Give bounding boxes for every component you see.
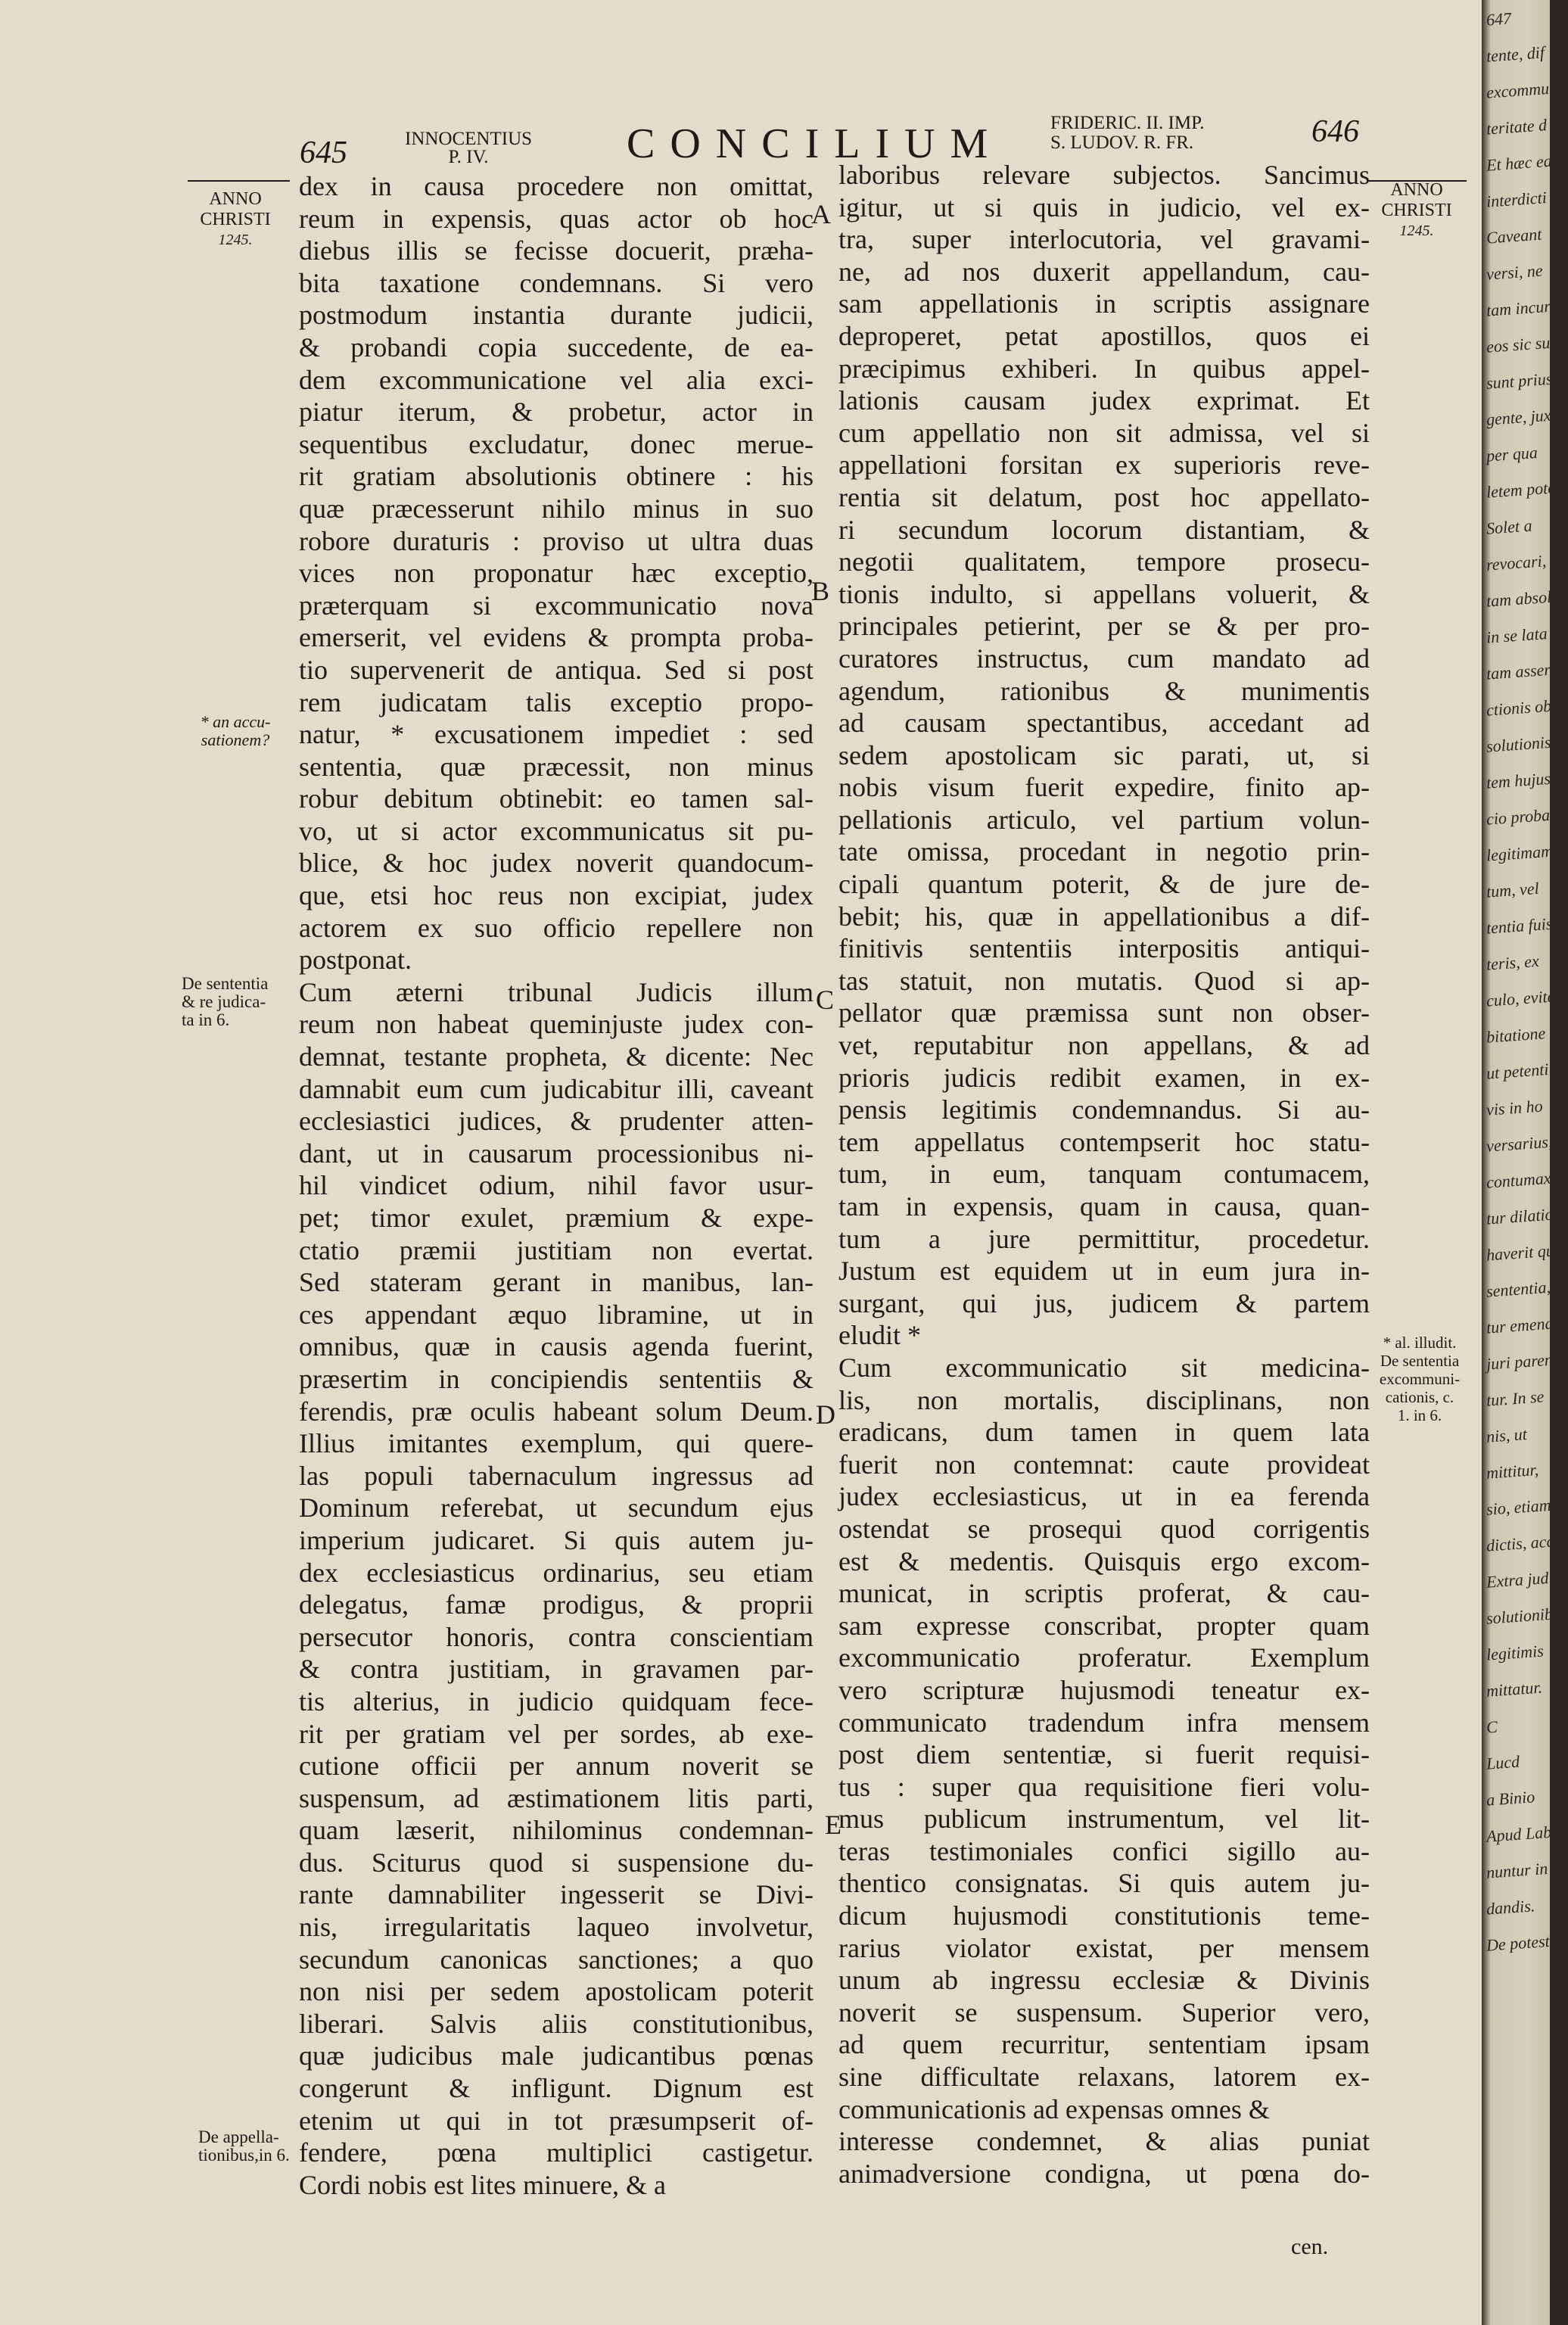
- text-line: tam in expensis, quam in causa, quan-: [838, 1191, 1370, 1222]
- facing-page-fragment: contumax: [1486, 1168, 1552, 1192]
- margin-line: ANNO: [1390, 180, 1443, 200]
- page-number-right: 646: [1311, 114, 1359, 149]
- facing-page-fragment: legitimis: [1486, 1641, 1545, 1664]
- margin-line: & re judica-: [182, 992, 266, 1011]
- facing-page-fragment: solutionis: [1486, 732, 1552, 756]
- text-line: pellationis articulo, vel partium volun-: [838, 804, 1370, 835]
- text-line: Cum excommunicatio sit medicina-: [838, 1352, 1370, 1383]
- text-line: deproperet, petat apostillos, quos ei: [838, 320, 1370, 351]
- facing-page-fragment: tur dilatio: [1486, 1204, 1554, 1228]
- text-line: teras testimoniales confici sigillo au-: [838, 1835, 1370, 1866]
- catchword: cen.: [1291, 2234, 1329, 2259]
- text-line: ri secundum locorum distantiam, &: [838, 514, 1370, 545]
- text-line: diebus illis se fecisse docuerit, præha-: [299, 235, 814, 266]
- text-line: eludit *: [838, 1320, 921, 1351]
- margin-line: sationem?: [201, 730, 270, 749]
- text-line: sine difficultate relaxans, latorem ex-: [838, 2062, 1370, 2093]
- text-line: que, etsi hoc reus non excipiat, judex: [299, 880, 814, 911]
- text-line: vero scripturæ hujusmodi teneatur ex-: [838, 1674, 1370, 1705]
- facing-page-fragment: sunt prius: [1486, 369, 1554, 393]
- text-line: Cordi nobis est lites minuere, & a: [299, 2169, 666, 2200]
- margin-line: excommuni-: [1379, 1370, 1461, 1388]
- text-line: rit per gratiam vel per sordes, ab exe-: [299, 1718, 814, 1749]
- text-line: postponat.: [299, 945, 412, 976]
- text-line: rit gratiam absolutionis obtinere : his: [299, 461, 814, 492]
- text-line: fendere, pœna multiplici castigetur.: [299, 2137, 814, 2168]
- text-line: tate omissa, procedant in negotio prin-: [838, 836, 1370, 867]
- text-line: robur debitum obtinebit: eo tamen sal-: [299, 783, 814, 814]
- text-line: quæ præcesserunt nihilo minus in suo: [299, 493, 814, 524]
- facing-page-fragment: haverit qu: [1486, 1240, 1555, 1265]
- text-line: vices non proponatur hæc exceptio,: [299, 558, 814, 589]
- running-head-right-line: S. LUDOV. R. FR.: [1050, 132, 1194, 153]
- margin-line: CHRISTI: [1381, 201, 1452, 220]
- facing-page-fragment: mittitur,: [1486, 1459, 1539, 1483]
- running-head-left: [405, 130, 532, 167]
- margin-line: De sententia: [182, 974, 269, 993]
- running-title: CONCILIUM: [627, 120, 1003, 167]
- facing-page-fragment: cio probat: [1486, 805, 1555, 829]
- facing-page-fragment: tum, vel: [1486, 878, 1540, 901]
- text-line: bebit; his, quæ in appellationibus a dif-: [838, 901, 1370, 932]
- section-letter-e: E: [825, 1810, 842, 1840]
- text-line: ne, ad nos duxerit appellandum, cau-: [838, 256, 1370, 287]
- section-letter-a: A: [811, 199, 831, 229]
- text-line: dex ecclesiasticus ordinarius, seu etiam: [299, 1557, 814, 1588]
- text-line: Illius imitantes exemplum, qui quere-: [299, 1428, 814, 1459]
- facing-page-fragment: dictis, acc: [1486, 1531, 1554, 1555]
- text-line: animadversione condigna, ut pœna do-: [838, 2158, 1370, 2189]
- facing-page-fragment: tur emend: [1486, 1313, 1554, 1337]
- text-line: appellationi forsitan ex superioris reve-: [838, 450, 1370, 481]
- text-line: interesse condemnet, & alias puniat: [838, 2126, 1370, 2157]
- section-letter-c: C: [816, 985, 835, 1015]
- page-number-left: 645: [300, 135, 347, 170]
- text-line: cum appellatio non sit admissa, vel si: [838, 417, 1370, 448]
- margin-line: ta in 6.: [182, 1010, 230, 1029]
- text-line: sedem apostolicam sic parati, ut, si: [838, 739, 1370, 770]
- text-line: ad quem recurritur, sententiam ipsam: [838, 2029, 1370, 2060]
- text-line: Cum æterni tribunal Judicis illum: [299, 976, 814, 1007]
- text-line: liberari. Salvis aliis constitutionibus,: [299, 2008, 814, 2039]
- facing-page-fragment: Solet a: [1486, 515, 1533, 538]
- text-line: eradicans, dum tamen in quem lata: [838, 1417, 1370, 1448]
- margin-line: tionibus,in 6.: [198, 2146, 290, 2165]
- text-line: fuerit non contemnat: caute provideat: [838, 1449, 1370, 1480]
- text-line: hil vindicet odium, nihil favor usur-: [299, 1170, 814, 1201]
- facing-page-fragment: De potesta: [1486, 1931, 1559, 1955]
- facing-page-fragment: tem hujus: [1486, 768, 1551, 792]
- text-line: Dominum referebat, ut secundum ejus: [299, 1492, 814, 1524]
- facing-page-fragment: Lucd: [1486, 1751, 1520, 1773]
- margin-line: cationis, c.: [1385, 1388, 1454, 1406]
- text-line: robore duraturis : proviso ut ultra duas: [299, 525, 814, 556]
- text-line: delegatus, famæ prodigus, & proprii: [299, 1589, 814, 1620]
- facing-page-fragment: per qua: [1486, 443, 1538, 465]
- facing-page-fragment: C: [1486, 1717, 1498, 1737]
- text-line: etenim ut qui in tot præsumpserit of-: [299, 2105, 814, 2136]
- text-line: bita taxatione condemnans. Si vero: [299, 267, 814, 298]
- text-line: post diem sententiæ, si fuerit requisi-: [838, 1739, 1370, 1770]
- text-line: communicationis ad expensas omnes &: [838, 2093, 1270, 2124]
- text-line: tem appellatus contempserit hoc statu-: [838, 1126, 1370, 1157]
- text-line: tas statuit, non mutatis. Quod si ap-: [838, 965, 1370, 996]
- facing-page-fragment: interdicti: [1486, 188, 1548, 211]
- facing-page-fragment: versarius,: [1486, 1131, 1554, 1156]
- facing-page-fragment: tam asser: [1486, 659, 1551, 683]
- facing-page-fragment: Apud Labbe: [1486, 1821, 1568, 1846]
- text-line: est & medentis. Quisquis ergo excom-: [838, 1545, 1370, 1576]
- facing-page-fragment: juri paren: [1486, 1349, 1554, 1374]
- text-line: ferendis, præ oculis habeant solum Deum.: [299, 1396, 814, 1427]
- text-line: rarius violator existat, per mensem: [838, 1932, 1370, 1963]
- facing-page-fragment: vis in ho: [1486, 1096, 1544, 1119]
- text-line: tio supervenerit de antiqua. Sed si post: [299, 654, 814, 685]
- text-line: lis, non mortalis, disciplinans, non: [838, 1384, 1370, 1415]
- facing-page-fragment: sententia,: [1486, 1277, 1551, 1301]
- margin-rule-left: [188, 180, 290, 182]
- facing-page-fragment: ctionis ob: [1486, 696, 1552, 720]
- text-line: rentia sit delatum, post hoc appellato-: [838, 481, 1370, 512]
- text-line: suspensum, ad æstimationem litis parti,: [299, 1782, 814, 1813]
- text-line: rante damnabiliter ingesserit se Divi-: [299, 1879, 814, 1910]
- text-line: nobis visum fuerit expedire, finito ap-: [838, 772, 1370, 803]
- text-line: surgant, qui jus, judicem & partem: [838, 1287, 1370, 1318]
- margin-year-right: [1371, 180, 1462, 241]
- text-line: Sed stateram gerant in manibus, lan-: [299, 1267, 814, 1298]
- text-line: actorem ex suo officio repellere non: [299, 912, 814, 943]
- text-line: dicum hujusmodi constitutionis teme-: [838, 1900, 1370, 1931]
- facing-page-fragment: ut petenti: [1486, 1059, 1550, 1083]
- text-line: mus publicum instrumentum, vel lit-: [838, 1804, 1370, 1835]
- text-line: non nisi per sedem apostolicam poterit: [299, 1976, 814, 2007]
- text-line: dant, ut in causarum processionibus ni-: [299, 1138, 814, 1169]
- text-line: curatores instructus, cum mandato ad: [838, 643, 1370, 674]
- text-line: secundum canonicas sanctiones; a quo: [299, 1944, 814, 1975]
- margin-line: 1. in 6.: [1397, 1406, 1442, 1424]
- text-line: sequentibus excludatur, donec merue-: [299, 428, 814, 459]
- right-text-column: [838, 159, 1370, 2190]
- text-line: las populi tabernaculum ingressus ad: [299, 1460, 814, 1491]
- text-line: prioris judicis redibit examen, in ex-: [838, 1062, 1370, 1093]
- text-line: damnabit eum cum judicabitur illi, caveant: [299, 1073, 814, 1104]
- text-line: finitivis sententiis interpositis antiqui-: [838, 933, 1370, 964]
- text-line: ces appendant æquo libramine, ut in: [299, 1299, 814, 1330]
- text-line: dus. Sciturus quod si suspensione du-: [299, 1847, 814, 1878]
- text-line: dem excommunicatione vel alia exci-: [299, 364, 814, 395]
- text-line: pellator quæ præmissa sunt non obser-: [838, 998, 1370, 1029]
- margin-line: * al. illudit.: [1383, 1334, 1457, 1352]
- text-line: vo, ut si actor excommunicatus sit pu-: [299, 815, 814, 846]
- text-line: pet; timor exulet, præmium & expe-: [299, 1203, 814, 1233]
- margin-note-left-2: [182, 975, 303, 1029]
- facing-page-fragment: versi, ne: [1486, 260, 1544, 284]
- text-line: ecclesiastici judices, & prudenter atten-: [299, 1106, 814, 1137]
- text-line: Justum est equidem ut in eum jura in-: [838, 1256, 1370, 1287]
- margin-line: 1245.: [1399, 223, 1434, 239]
- text-line: persecutor honoris, contra conscientiam: [299, 1621, 814, 1652]
- facing-page-fragment: mittatur.: [1486, 1677, 1543, 1701]
- facing-page-fragment: tam absol: [1486, 587, 1552, 611]
- text-line: principales petierint, per se & per pro-: [838, 611, 1370, 642]
- text-line: laboribus relevare subjectos. Sancimus: [838, 160, 1370, 190]
- text-line: sententia, quæ præcessit, non minus: [299, 751, 814, 782]
- running-head-left-line: P. IV.: [448, 147, 489, 167]
- text-line: reum in expensis, quas actor ob hoc: [299, 203, 814, 234]
- margin-line: CHRISTI: [200, 210, 271, 229]
- facing-page-fragment: bitatione: [1486, 1023, 1546, 1047]
- text-line: vet, reputabitur non appellans, & ad: [838, 1030, 1370, 1061]
- facing-page-fragment: legitimam: [1486, 841, 1554, 865]
- facing-page-fragment: sio, etiam: [1486, 1495, 1552, 1519]
- text-line: lationis causam judex exprimat. Et: [838, 385, 1370, 416]
- text-line: natur, * excusationem impediet : sed: [299, 719, 814, 750]
- facing-page-fragment: revocari,: [1486, 551, 1547, 574]
- running-head-right-line: FRIDERIC. II. IMP.: [1050, 113, 1205, 133]
- text-line: & probandi copia succedente, de ea-: [299, 331, 814, 363]
- facing-page-fragment: nis, ut: [1486, 1424, 1528, 1446]
- text-line: quæ judicibus male judicantibus pœnas: [299, 2040, 814, 2071]
- text-line: judex ecclesiasticus, ut in ea ferenda: [838, 1481, 1370, 1512]
- text-line: ad causam spectantibus, accedant ad: [838, 708, 1370, 739]
- facing-page-fragment: excommur: [1486, 78, 1557, 102]
- text-line: piatur iterum, & probetur, actor in: [299, 397, 814, 428]
- text-line: sam appellationis in scriptis assignare: [838, 288, 1370, 319]
- left-text-column: [299, 170, 814, 2201]
- text-line: igitur, ut si quis in judicio, vel ex-: [838, 191, 1370, 223]
- text-line: ostendat se prosequi quod corrigentis: [838, 1513, 1370, 1544]
- facing-page-fragment: tam incur: [1486, 296, 1551, 320]
- text-line: emerserit, vel evidens & prompta proba-: [299, 622, 814, 653]
- text-line: præterquam si excommunicatio nova: [299, 590, 814, 621]
- margin-line: * an accu-: [200, 712, 271, 731]
- text-line: cipali quantum poterit, & de jure de-: [838, 869, 1370, 900]
- text-line: municat, in scriptis proferat, & cau-: [838, 1578, 1370, 1609]
- facing-page-fragment: Et hæc ea: [1486, 151, 1553, 175]
- text-line: & contra justitiam, in gravamen par-: [299, 1654, 814, 1685]
- text-line: noverit se suspensum. Superior vero,: [838, 1997, 1370, 2028]
- text-line: thentico consignatas. Si quis autem ju-: [838, 1868, 1370, 1899]
- text-line: omnibus, quæ in causis agenda fuerint,: [299, 1331, 814, 1362]
- facing-page-fragment: tentia fuis: [1486, 914, 1554, 938]
- text-line: præsertim in concipiendis sententiis &: [299, 1363, 814, 1394]
- text-line: præcipimus exhiberi. In quibus appel-: [838, 353, 1370, 384]
- facing-page-fragment: eos sic sul: [1486, 332, 1556, 356]
- section-letter-b: B: [811, 576, 830, 606]
- text-line: rem judicatam talis exceptio propo-: [299, 686, 814, 717]
- facing-page-fragment: nuntur in C: [1486, 1857, 1564, 1882]
- margin-note-right-1: [1371, 1334, 1468, 1424]
- text-line: tis alterius, in judicio quidquam fece-: [299, 1685, 814, 1717]
- text-line: tum, in eum, tanquam contumacem,: [838, 1159, 1370, 1190]
- text-line: communicato tradendum infra mensem: [838, 1707, 1370, 1738]
- facing-page-fragment: teris, ex: [1486, 951, 1540, 974]
- margin-line: 1245.: [218, 232, 253, 248]
- text-line: nis, irregularitatis laqueo involvetur,: [299, 1912, 814, 1943]
- facing-page-fragment: teritate d: [1486, 115, 1548, 139]
- text-line: excommunicatio proferatur. Exemplum: [838, 1642, 1370, 1673]
- facing-page-fragment: culo, evite: [1486, 986, 1556, 1010]
- text-line: imperium judicaret. Si quis autem ju-: [299, 1524, 814, 1555]
- facing-page-fragment: dandis.: [1486, 1896, 1535, 1919]
- facing-page-fragment: letem pote: [1486, 478, 1556, 502]
- facing-page-fragment: 647: [1486, 8, 1512, 30]
- text-line: tum a jure permittitur, procedetur.: [838, 1223, 1370, 1254]
- facing-page-edge: [1482, 0, 1568, 2325]
- text-line: tus : super qua requisitione fieri volu-: [838, 1771, 1370, 1802]
- facing-page-fragment: tente, dif: [1486, 42, 1545, 66]
- text-line: negotii qualitatem, tempore prosecu-: [838, 546, 1370, 577]
- facing-page-fragment: Extra jud: [1486, 1567, 1550, 1592]
- facing-page-fragment: gente, jux: [1486, 405, 1552, 429]
- text-line: ctatio præmii justitiam non evertat.: [299, 1234, 814, 1265]
- text-line: dex in causa procedere non omittat,: [299, 171, 814, 201]
- text-line: blice, & hoc judex noverit quandocum-: [299, 848, 814, 879]
- running-head-right: [1050, 114, 1205, 153]
- margin-year-left: [179, 189, 292, 251]
- text-line: tra, super interlocutoria, vel gravami-: [838, 224, 1370, 255]
- text-line: unum ab ingressu ecclesiæ & Divinis: [838, 1965, 1370, 1996]
- facing-page-fragment: in se lata: [1486, 624, 1548, 647]
- text-line: cutione officii per annum noverit se: [299, 1751, 814, 1782]
- facing-page-fragment: tur. In se: [1486, 1387, 1545, 1410]
- text-line: reum non habeat queminjuste judex con-: [299, 1009, 814, 1040]
- section-letter-d: D: [816, 1399, 835, 1430]
- margin-line: De sententia: [1380, 1352, 1460, 1370]
- margin-note-left-1: [179, 713, 292, 749]
- text-line: sam expresse conscribat, propter quam: [838, 1610, 1370, 1641]
- running-head-left-line: INNOCENTIUS: [405, 129, 533, 149]
- text-line: quam læserit, nihilominus condemnan-: [299, 1815, 814, 1846]
- facing-page-fragment: a Binio: [1486, 1787, 1535, 1810]
- text-line: postmodum instantia durante judicii,: [299, 300, 814, 331]
- margin-line: De appella-: [198, 2127, 279, 2146]
- text-line: tionis indulto, si appellans voluerit, &: [838, 578, 1370, 609]
- facing-page-fragment: Caveant: [1486, 224, 1543, 247]
- text-line: demnat, testante propheta, & dicente: Nec: [299, 1041, 814, 1072]
- text-line: agendum, rationibus & munimentis: [838, 675, 1370, 706]
- margin-line: ANNO: [209, 189, 262, 209]
- text-line: congerunt & infligunt. Dignum est: [299, 2073, 814, 2104]
- text-line: pensis legitimis condemnandus. Si au-: [838, 1094, 1370, 1125]
- facing-page-fragment: solutionib: [1486, 1604, 1554, 1628]
